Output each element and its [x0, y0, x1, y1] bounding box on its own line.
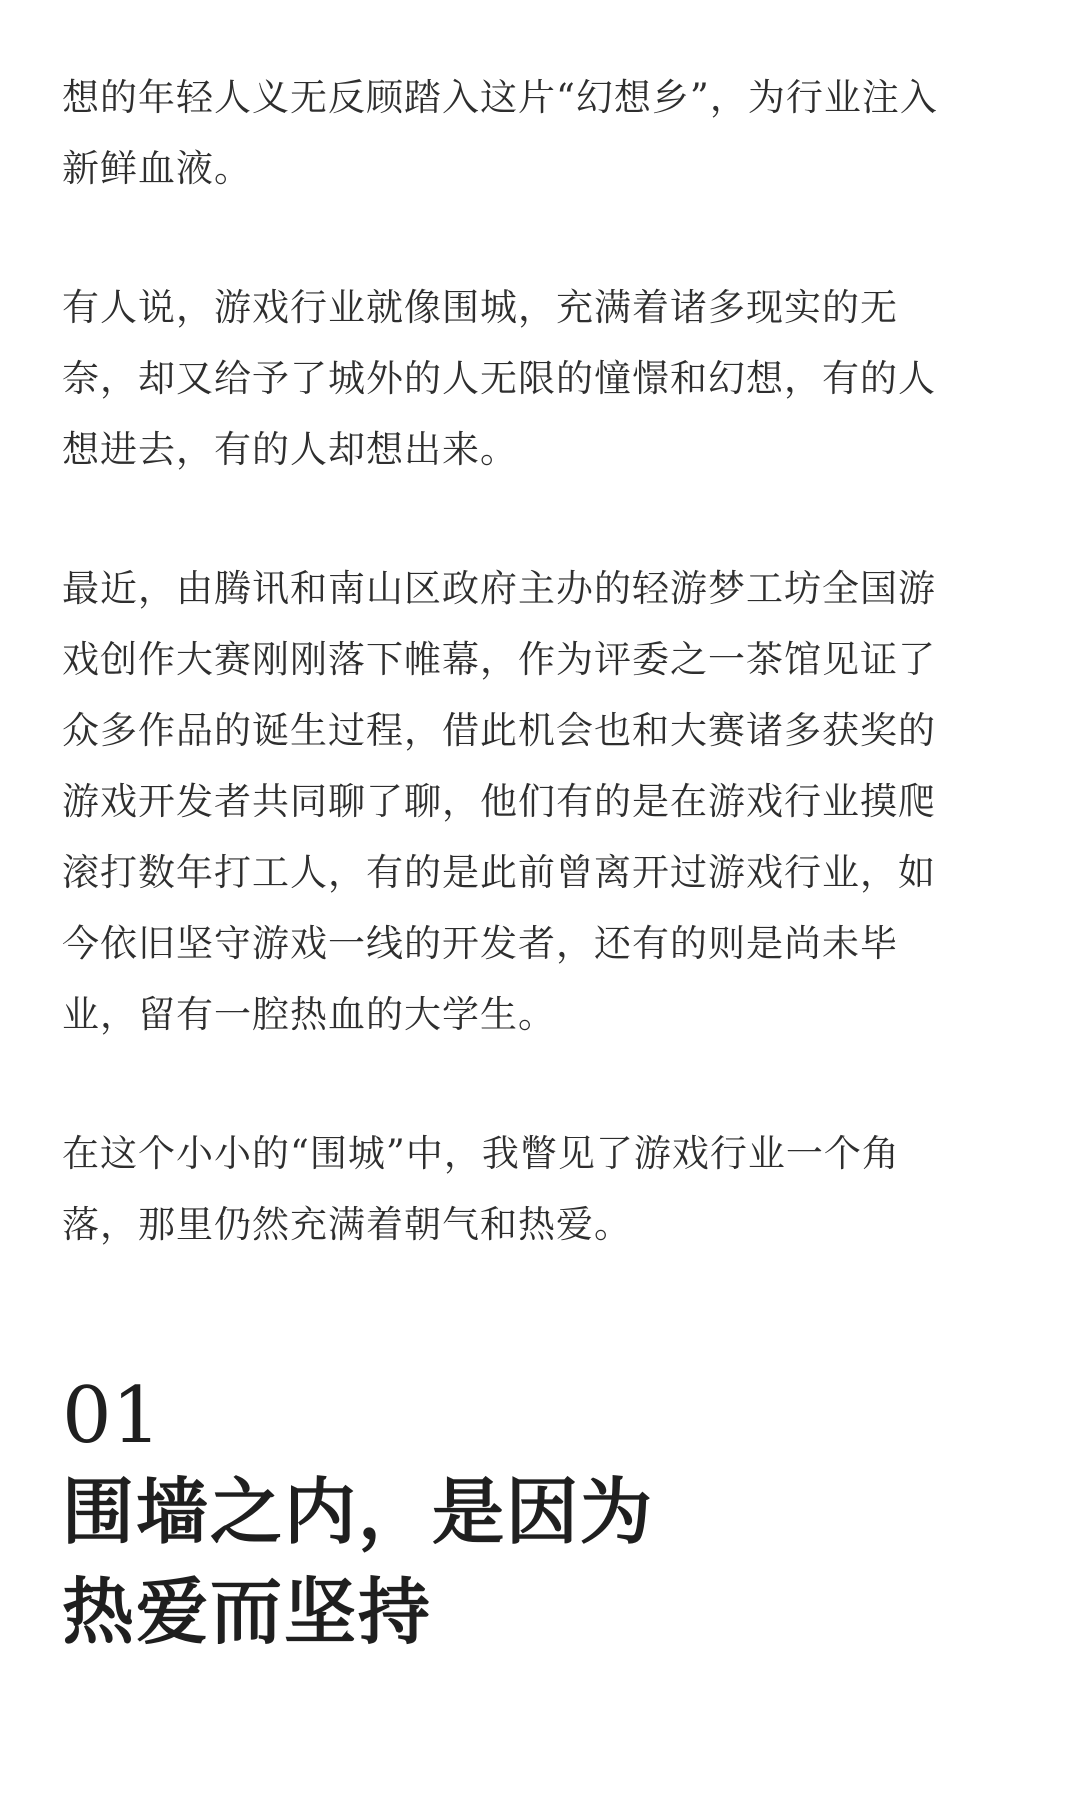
paragraph-corner-of-industry: 在这个小小的“围城”中，我瞥见了游戏行业一个角 落，那里仍然充满着朝气和热爱。 — [62, 1132, 900, 1246]
article-body — [62, 62, 1022, 1662]
paragraph-intro-continuation: 想的年轻人义无反顾踏入这片“幻想乡”，为行业注入 新鲜血液。 — [62, 76, 938, 190]
section-title: 围墙之内，是因为 热爱而坚持 — [62, 1469, 655, 1654]
section-number: 01 — [62, 1371, 162, 1461]
paragraph-competition: 最近，由腾讯和南山区政府主办的轻游梦工坊全国游 戏创作大赛刚刚落下帷幕，作为评委之一茶馆见证了 众多作品的诞生过程，借此机会也和大赛诸多获奖的 游戏开发者共同聊了聊，他们有的是在游戏行业摸爬 滚打数年打工人，有的是此前曾离开过游戏行业，如 今依旧坚守游戏一线的开发者，还有的则是尚未毕 业，留有一腔热血的大学生。 — [62, 567, 936, 1036]
paragraph-siege-metaphor: 有人说，游戏行业就像围城，充满着诸多现实的无 奈，却又给予了城外的人无限的憧憬和幻想，有的人 想进去，有的人却想出来。 — [62, 286, 936, 471]
section-heading — [62, 1370, 1022, 1662]
